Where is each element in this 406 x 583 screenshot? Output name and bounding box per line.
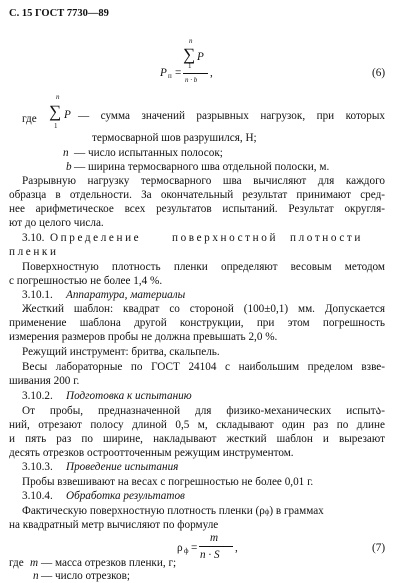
legend-m-var: m (30, 557, 39, 569)
formula-number: (7) (372, 542, 386, 554)
text-line: ют до целого числа. (9, 217, 104, 229)
text-line: Разрывную нагрузку термосварного шва вычисляют для каждого (22, 175, 385, 187)
legend-b-text: — ширина термосварного шва отдельной полоски, м. (74, 161, 330, 173)
fraction-bar (183, 73, 208, 74)
text-line: Весы лабораторные по ГОСТ 24104 с наибольшим пределом взве- (22, 361, 385, 373)
sum-sign: ∑ (49, 102, 62, 121)
fraction-bar (199, 546, 233, 547)
where-word: где (9, 557, 24, 569)
text-line: измерения размеров пробы не должна превышать 2,0 %. (9, 331, 278, 343)
heading-word: поверхностной (172, 232, 279, 244)
sum-variable: P (197, 51, 204, 63)
where-word: где (22, 113, 37, 125)
text-line: ний, отрезают полосу длиной 0,5 м, складывают один раз по длине (9, 419, 385, 431)
text-line: и пять раз по ширине, накладывают жесткий шаблон и вырезают (9, 433, 385, 445)
legend-sum-text: — сумма значений разрывных нагрузок, при которых (78, 110, 385, 122)
text-line: Режущий инструмент: бритва, скальпель. (22, 346, 220, 358)
sum-sign: ∑ (183, 45, 196, 64)
legend-n-var: n (63, 147, 69, 159)
subsection-number: 3.10.2. (22, 390, 53, 402)
legend-b-var: b (66, 161, 72, 173)
text-line: Пробы взвешивают на весах с погрешностью не более 0,01 г. (22, 476, 314, 488)
text-line: Поверхностную плотность пленки определяют весовым методом (22, 261, 385, 273)
formula-denominator: n · b (185, 76, 198, 84)
formula-lhs-subscript: п (168, 72, 172, 80)
formula-equals: = (175, 67, 182, 79)
text-line: От пробы, предназначенной для физико-механических испытა- (22, 405, 385, 417)
legend-n-text: — число отрезков; (41, 570, 130, 582)
legend-sum-text-cont: термосварной шов разрушился, Н; (92, 132, 257, 144)
heading-word: плотности (290, 232, 364, 244)
formula-equals: = (191, 542, 198, 554)
text-line: с погрешностью не более 1,4 %. (9, 275, 163, 287)
sum-lower-limit: 1 (188, 62, 192, 70)
sum-lower-limit: 1 (54, 122, 58, 130)
text-line: применение шаблона другой конструкции, при этом погрешность (9, 317, 385, 329)
legend-m-text: — масса отрезков пленки, г; (41, 557, 177, 569)
heading-word: пленки (9, 246, 59, 258)
section-number: 3.10. (22, 232, 45, 244)
text-fragment: ) в граммах (269, 505, 324, 517)
text-line: Жесткий шаблон: квадрат со стороной (100±0,1) мм. Допускается (22, 303, 385, 315)
formula-comma: , (235, 542, 238, 554)
formula-lhs-subscript: ф (184, 547, 189, 555)
legend-n-var: n (33, 570, 39, 582)
formula-number: (6) (372, 67, 386, 79)
subsection-number: 3.10.4. (22, 490, 53, 502)
subsection-title: Проведение испытания (66, 461, 179, 473)
subsection-number: 3.10.1. (22, 289, 53, 301)
formula-lhs: ρ (177, 542, 183, 554)
sum-upper-limit: n (189, 37, 193, 45)
text-fragment: Фактическую поверхностную плотность пленки ( (22, 505, 260, 517)
formula-comma: , (210, 67, 213, 79)
text-line: образца в отдельности. За окончательный результат принимают сред- (9, 189, 385, 201)
subsection-title: Обработка результатов (66, 490, 185, 502)
text-line-with-symbol (22, 504, 385, 518)
page-header: С. 15 ГОСТ 7730—89 (9, 8, 109, 19)
formula-lhs: P (160, 67, 167, 79)
subsection-title: Подготовка к испытанию (66, 390, 192, 402)
text-line: десять отрезков остроотточенным режущим инструментом. (9, 447, 294, 459)
text-line: шивания 200 г. (9, 375, 80, 387)
subsection-number: 3.10.3. (22, 461, 53, 473)
sum-variable: P (64, 109, 71, 121)
rho-subscript: ф (264, 508, 270, 516)
heading-word: Определение (50, 232, 142, 244)
formula-numerator: m (210, 532, 219, 544)
sum-upper-limit: n (56, 93, 60, 101)
rho-symbol: ρ (259, 505, 265, 517)
text-line: нее арифметическое всех результатов испытаний. Результат округля- (9, 203, 385, 215)
formula-denominator: n · S (200, 549, 220, 561)
subsection-title: Аппаратура, материалы (66, 289, 186, 301)
legend-n-text: — число испытанных полосок; (74, 147, 223, 159)
text-line: на квадратный метр вычисляют по формуле (9, 519, 219, 531)
